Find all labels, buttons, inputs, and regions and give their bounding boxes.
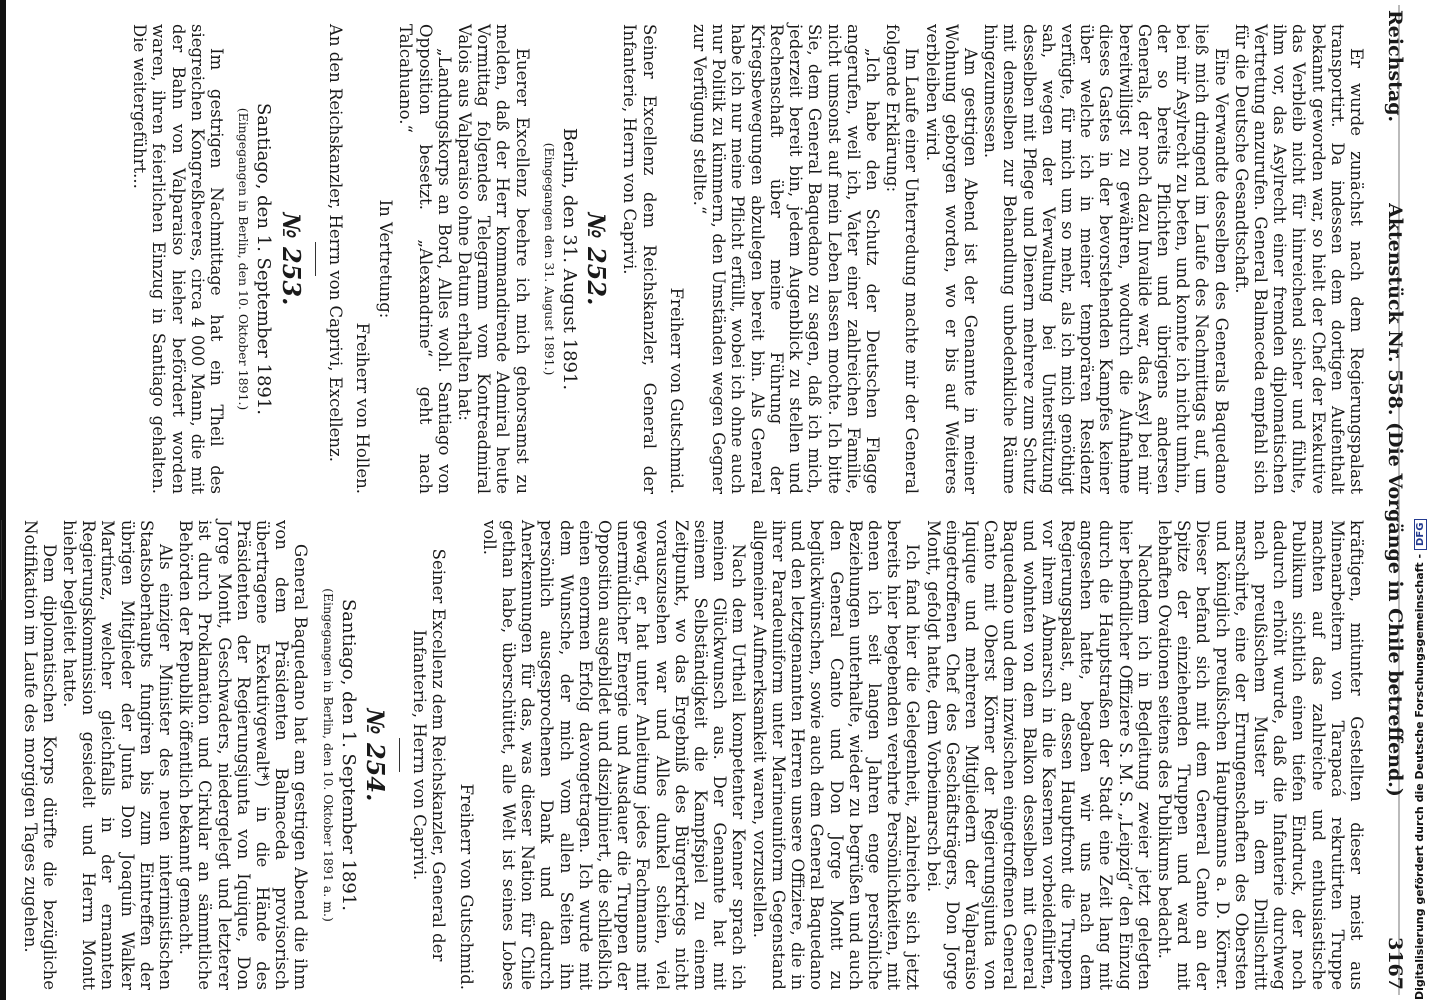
- quote-paragraph: „Ich habe den Schutz der Deutschen Flagge angerufen, weil ich, Vater einer zahlreichen Familie, nicht umsonst auf mein Leben lassen mochte. Ich bitte Sie, dem General Baquedano zu sagen, daß ich mich, jederzeit bereit bin, jedem Augenblick zu stellen und Rechenschaft über meine Führung der Kriegsbewegungen abzulegen bereit bin. Als General habe ich nur meine Pflicht erfüllt, wobei ich ohne auch nur Politik zu kümmern, den Umständen wegen Gegner zur Verfügung stellte.“: [690, 24, 882, 494]
- document-number: № 253.: [276, 212, 306, 306]
- signature: Freiherr von Gutschmid.: [456, 783, 476, 990]
- footnote-rule: [1, 520, 2, 600]
- paragraph: Ich fand hier die Gelegenheit, zahlreiche sich jetzt bereits hier begebenden verehrte Persönlichkeiten, mit denen ich seit langen Jahren enge persönliche Beziehungen unterhalte, wieder zu begrüßen und auch den General Canto und Don Jorge Montt zu beglückwünschen, sowie auch dem General Baquedano und den letztgenannten Herren unsere Offiziere, die in ihrer Paradeuniform unter Marineuniform Gegenstand allgemeiner Aufmerksamkeit waren, vorzustellen.: [749, 520, 923, 990]
- paragraph: Im gestrigen Nachmittage hat ein Theil des siegreichen Kongreßheeres, circa 4 000 Mann, die mit der Bahn von Valparaiso hieher befördert worden waren, ihren feierlichen Einzug in Santiago gehalten. Die weitergeführt...: [130, 24, 227, 494]
- header-title: Aktenstück Nr. 558. (Die Vorgänge in Chile betreffend.): [1384, 203, 1406, 797]
- separator: [315, 242, 316, 276]
- paragraph: Im Laufe einer Unterredung machte mir der General folgende Erklärung:: [883, 24, 922, 494]
- paragraph: Nachdem ich in Begleitung zweier jetzt gelegten hier befindlicher Offiziere S. M. S. „Leipzig“ den Einzug durch die Hauptstraßen der Stadt eine Zeit lang mit angesehen hatte, begaben wir uns nach dem Regierungspalast, an dessen Hauptfront die Truppen vor ihrem Abmarsch in die Kasernen vorbeidefilirten, und wohnten von dem Balkon desselben mit General Baquedano und dem inzwischen eingetroffenen General Canto mit Oberst Körner der Regierungsjunta von Iquique und mehreren Mitgliedern der Valparaiso eingetroffenen Chef des Geschäftsträgers, Don Jorge Montt, gefolgt hatte, dem Vorbeimarsch bei.: [923, 520, 1154, 990]
- paragraph: Euerer Excellenz beehre ich mich gehorsamst zu melden, daß der Herr kommandirende Admiral heute Vormittag folgendes Telegramm vom Kontreadmiral Valois aus Valparaiso ohne Datum erhalten hat:: [455, 24, 532, 494]
- paragraph: Als einziger Minister des neuen interimistischen Staatsoberhaupts fungiren bis zum Eintreffen der übrigen Mitglieder der Junta Don Joaquín Walker Martínez, welcher gleichfalls in der ernannten Regierungskommission gesiedelt und Herrn Montt hieher begleitet hatte.: [60, 520, 176, 990]
- paragraph: Er wurde zunächst nach dem Regierungspalast transportirt. Da indessen dem dortigen Aufenthalt bekannt geworden war, so hielt der Chef der Exekutive das Verbleib nicht für hinreichend sicher und fühlte, ihm vor, das Asylrecht einer fremden diplomatischen Vertretung anzurufen. General Balmaceda empfahl sich für die Deutsche Gesandtschaft.: [1231, 24, 1366, 494]
- document-page: [20, 0, 1416, 1000]
- paragraph: kräftigen, mitunter Gestellten dieser meist aus Minenarbeitern von Tarapacá rekrutirten Truppe machten auf das zahlreiche und enthusiastische Publikum sichtlich einen tiefen Eindruck, der noch dadurch erhöht wurde, daß die Infanterie durchweg nach preußischem Muster in dem Drillschritt marschirte, eine der Errungenschaften des Obersten und königlich preußischen Hauptmanns a. D. Körner. Dieser befand sich mit dem General Canto an der Spitze der einziehenden Truppen und ward mit lebhaften Ovationen seitens des Publikums bedacht.: [1154, 520, 1366, 990]
- right-column: [0, 520, 1366, 990]
- telegram-text: „Landungskorps an Bord, Alles wohl. Santiago von Opposition besetzt. „Alexandrine“ geht nach Talcahuano.“: [396, 24, 454, 494]
- received-note: (Eingegangen in Berlin, den 10. Oktober 1891 a. m.): [320, 588, 336, 922]
- left-column: [129, 24, 1366, 494]
- dateline: Santiago, den 1. September 1891.: [253, 102, 275, 416]
- dfg-logo: DFG: [1414, 519, 1427, 550]
- received-note: (Eingegangen in Berlin, den 10. Oktober 1891.): [236, 107, 252, 411]
- addressee: Seiner Excellenz dem Reichskanzler, General der Infanterie, Herrn von Caprivi.: [410, 548, 449, 962]
- digitization-credit: [1413, 519, 1427, 1000]
- paragraph: Nach dem Urtheil kompetenter Kenner sprach ich meinen Glückwunsch aus. Der Genannte hat mit seinem Selbständigkeit die Kampfspiel zu einem Zeitpunkt, wo das Ergebniß des Bürgerkriegs nicht vorauszusehen war und Alles dunkel schien, viel gewagt, er hat unter Anleitung jedes Fachmanns mit unermüdlicher Energie und Ausdauer die Truppen der Opposition ausgebildet und diszipliniert, die schließlich einen enormen Erfolg davongetragen. Ich wurde mit dem Wunsche, der mich vom allen Seiten ihn persönlich ausgesprochenen Dank und dadurch Anerkennungen für das, was dieser Nation für Chile gethan habe, überschüttet, alle Welt ist seines Lobes voll.: [479, 520, 749, 990]
- signature: Freiherr von Hollen.: [353, 322, 373, 494]
- document-number: № 252.: [582, 212, 612, 306]
- separator: [399, 738, 400, 772]
- paragraph: Am gestrigen Abend ist der Genannte in meiner Wohnung geborgen worden, wo er bis auf Weiteres verbleiben wird.: [922, 24, 980, 494]
- document-number: № 254.: [361, 708, 391, 802]
- header-left: Reichstag.: [1384, 10, 1406, 123]
- addressee: An den Reichskanzler, Herrn von Caprivi, Excellenz.: [325, 24, 345, 462]
- paragraph: Eine Verwandte desselben des Generals Baquedano ließ mich dringend im Laufe des Nachmittags auf, um bei mir Asylrecht zu beten, und konnte ich nicht umhin, der so bereits Pflichten und übrigens andersen Generals, der noch dazu Invalide war, das Asyl bei mir bereitwilligst zu gewähren, wodurch die Aufnahme dieses Gastes in der bevorstehenden Kampfes keiner über welche ich in meiner temporären Residenz verfügte, für mich um so mehr, als ich mich genöthigt sah, wegen der Verwaltung bei Unterstützung desselben mit Pflege und Dienern mehrere zum Schutz mit demselben zur Behandlung unbedenkliche Räume hingezumessen.: [981, 24, 1231, 494]
- dateline: Santiago, den 1. September 1891.: [337, 598, 359, 912]
- credit-text: Digitalisierung gefördert durch die Deutsche Forschungsgemeinschaft -: [1413, 553, 1426, 1000]
- page-header: [1376, 0, 1406, 1000]
- signature: Freiherr von Gutschmid.: [666, 287, 686, 494]
- addressee: Seiner Excellenz dem Reichskanzler, General der Infanterie, Herrn von Caprivi.: [620, 24, 659, 494]
- paragraph: General Baquedano hat am gestrigen Abend die ihm von dem Präsidenten Balmaceda provisorisch übertragene Exekutivgewalt*) in die Hände des Präsidenten der Regierungsjunta von Iquique, Don Jorge Montt, Geschwaders, niedergelegt und letzterer ist durch Proklamation und Cirkular an sämmtliche Behörden der Republik öffentlich bekannt gemacht.: [176, 520, 311, 990]
- signature-prefix: In Vertretung:: [376, 199, 396, 319]
- page-number: 3167: [1384, 937, 1406, 990]
- paragraph: Dem diplomatischen Korps dürfte die bezügliche Notifikation im Laufe des morgigen Tages zugehen.: [20, 520, 59, 990]
- dateline: Berlin, den 31. August 1891.: [559, 127, 581, 391]
- received-note: (Eingegangen den 31. August 1891.): [541, 142, 557, 376]
